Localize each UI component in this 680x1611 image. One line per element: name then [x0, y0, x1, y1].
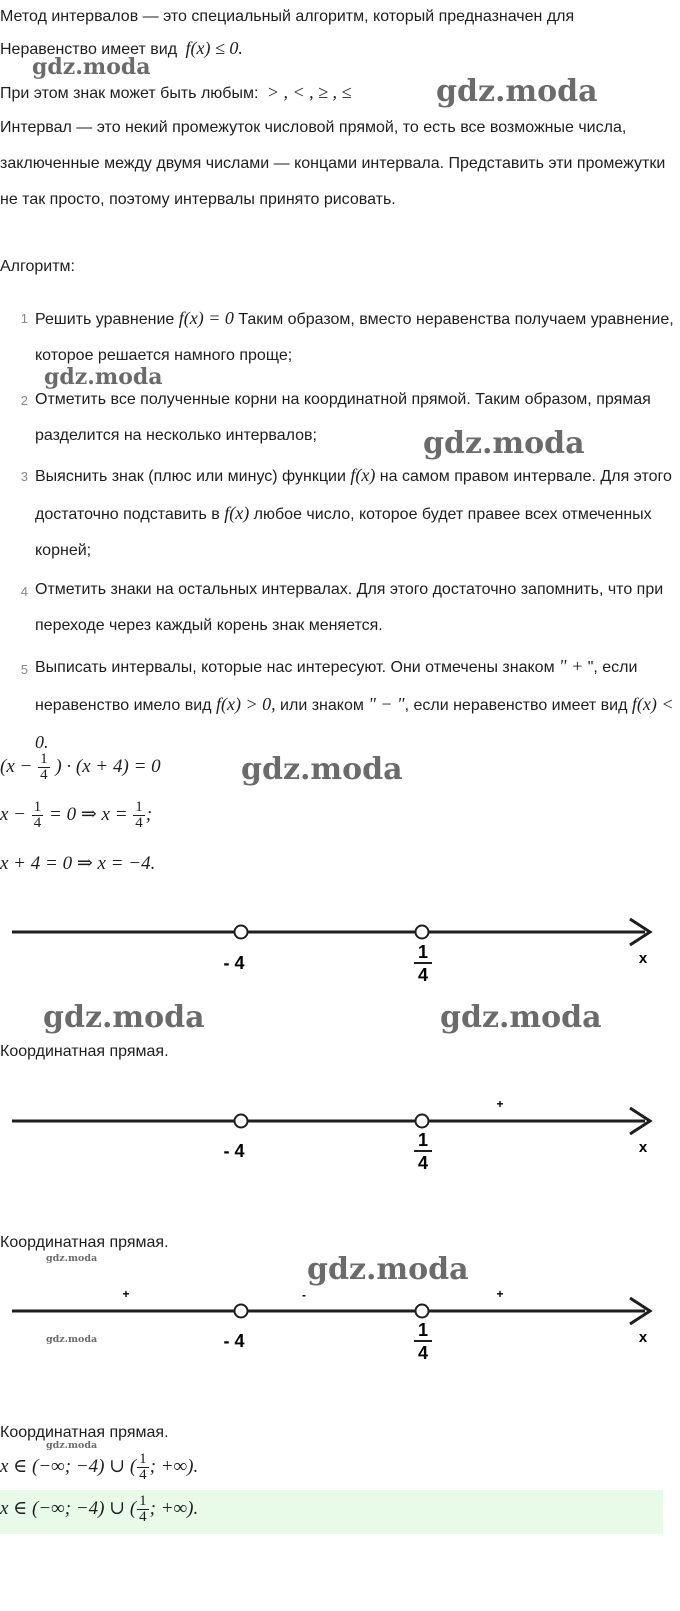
- equation-part: = 0 ⇒ x =: [49, 803, 128, 825]
- step-text: Выяснить знак (плюс или минус) функции: [35, 468, 346, 485]
- watermark: gdz.moda: [307, 1252, 469, 1287]
- answer-part: x ∈ (−∞; −4) ∪ (: [0, 1455, 137, 1477]
- point-minus-4: [235, 1115, 248, 1128]
- fraction-denominator: 4: [139, 1509, 147, 1525]
- intro-paragraph: Интервал — это некий промежуток числовой прямой, то есть все возможные числа, заключенные между двумя числами — концами интервала. Представить эти промежутки не так просто, поэтому интервалы принято рисовать.: [0, 119, 666, 208]
- fraction-numerator: 1: [139, 1451, 147, 1467]
- answer-part: x ∈ (−∞; −4) ∪ (: [0, 1497, 137, 1519]
- step-number: 5: [20, 662, 28, 677]
- equation-part: ) · (x + 4) = 0: [55, 755, 161, 777]
- label-fraction-den: 4: [417, 1343, 429, 1363]
- fraction-numerator: 1: [40, 751, 48, 767]
- step-text: Отметить знаки на остальных интервалах. Для этого достаточно запомнить, что при переходе через каждый корень знак меняется.: [35, 581, 664, 634]
- intro-line-3-math: > , < , ≥ , ≤: [266, 82, 352, 102]
- step-math: f(x) < 0.: [35, 694, 674, 752]
- fraction-denominator: 4: [139, 1467, 147, 1483]
- fraction: [32, 800, 44, 831]
- step-text: на самом правом интервале. Для этого достаточно подставить в: [35, 468, 672, 523]
- fraction: [137, 1494, 149, 1525]
- final-answer: [0, 1494, 198, 1525]
- label-fraction-num: 1: [417, 1320, 429, 1340]
- watermark: gdz.moda: [46, 1253, 98, 1264]
- equation-part: x −: [0, 803, 27, 825]
- equation-part: (x −: [0, 755, 33, 777]
- sign-plus-right: +: [496, 1287, 504, 1301]
- label-minus-4: - 4: [223, 953, 245, 973]
- fraction-denominator: 4: [33, 815, 42, 831]
- step-text: , если неравенство имеет вид: [404, 697, 628, 714]
- label-minus-4: - 4: [223, 1141, 245, 1161]
- intro-line-2-text: Неравенство имеет вид: [0, 41, 178, 58]
- step-text: Отметить все полученные корни на координатной прямой. Таким образом, прямая разделится на несколько интервалов;: [35, 391, 651, 444]
- step-math: f(x) = 0: [178, 308, 234, 328]
- axis-label: x: [638, 1329, 648, 1346]
- step-text: или знаком: [280, 697, 364, 714]
- fraction-denominator: 4: [40, 767, 48, 783]
- watermark: gdz.moda: [241, 752, 403, 787]
- step-math: f(x): [350, 465, 376, 485]
- label-fraction-num: 1: [417, 942, 429, 962]
- label-minus-4: - 4: [223, 1331, 245, 1351]
- point-minus-4: [235, 1305, 248, 1318]
- equation-2: [0, 800, 152, 831]
- algorithm-label: Алгоритм:: [0, 258, 75, 275]
- number-line-1: [0, 905, 680, 985]
- step-number: 4: [20, 584, 28, 599]
- watermark: gdz.moda: [32, 54, 151, 80]
- step-text: Выписать интервалы, которые нас интересуют. Они отмечены знаком: [35, 659, 555, 676]
- step-text: любое число, которое будет правее всех отмеченных корней;: [35, 506, 652, 559]
- equation-1: [0, 752, 161, 783]
- watermark: gdz.moda: [46, 1334, 98, 1345]
- step-number: 1: [20, 311, 28, 326]
- axis-label: x: [638, 950, 648, 967]
- step-math: " +: [559, 656, 584, 676]
- answer-line: [0, 1452, 198, 1483]
- sign-minus-middle: -: [302, 1288, 306, 1302]
- step-number: 3: [20, 469, 28, 484]
- point-one-quarter: [416, 926, 429, 939]
- intro-line-3-text: При этом знак может быть любым:: [0, 85, 259, 102]
- fraction-numerator: 1: [33, 799, 42, 815]
- fraction: [38, 752, 50, 783]
- watermark: gdz.moda: [436, 74, 598, 109]
- watermark: gdz.moda: [423, 426, 585, 461]
- axis-label: x: [638, 1139, 648, 1156]
- fraction-denominator: 4: [135, 815, 143, 831]
- fraction: [137, 1452, 149, 1483]
- label-fraction-den: 4: [417, 1153, 429, 1173]
- point-minus-4: [235, 926, 248, 939]
- answer-part: ; +∞).: [149, 1497, 199, 1519]
- step-math: " − ": [368, 694, 405, 714]
- fraction-numerator: 1: [135, 799, 143, 815]
- step-math: f(x) > 0,: [215, 694, 276, 714]
- number-line-caption: Координатная прямая.: [0, 1234, 169, 1251]
- sign-plus-left: +: [122, 1287, 130, 1301]
- fraction-numerator: 1: [139, 1493, 147, 1509]
- step-number: 2: [20, 393, 28, 408]
- watermark: gdz.moda: [44, 364, 163, 390]
- equation-3: x + 4 = 0 ⇒ x = −4.: [0, 853, 156, 874]
- intro-line-3: [0, 82, 351, 103]
- answer-part: ; +∞).: [149, 1455, 199, 1477]
- number-line-3: [0, 1285, 680, 1365]
- point-one-quarter: [416, 1115, 429, 1128]
- step-text: ", если неравенство имело вид: [35, 659, 638, 714]
- number-line-2: [0, 1095, 680, 1175]
- sign-plus: +: [496, 1097, 504, 1111]
- intro-line-1: Метод интервалов — это специальный алгоритм, который предназначен для: [0, 8, 575, 25]
- watermark: gdz.moda: [46, 1440, 98, 1451]
- intro-line-2-math: f(x) ≤ 0.: [185, 38, 243, 58]
- point-one-quarter: [416, 1305, 429, 1318]
- watermark: gdz.moda: [440, 1000, 602, 1035]
- equation-part: ;: [145, 803, 153, 825]
- fraction: [133, 800, 145, 831]
- number-line-caption: Координатная прямая.: [0, 1043, 169, 1060]
- label-fraction-den: 4: [417, 965, 429, 985]
- step-math: f(x): [224, 503, 250, 523]
- step-text: Таким образом, вместо неравенства получаем уравнение, которое решается намного проще;: [35, 311, 674, 364]
- label-fraction-num: 1: [417, 1130, 429, 1150]
- number-line-caption: Координатная прямая.: [0, 1424, 169, 1441]
- step-text: Решить уравнение: [35, 311, 175, 328]
- watermark: gdz.moda: [43, 1000, 205, 1035]
